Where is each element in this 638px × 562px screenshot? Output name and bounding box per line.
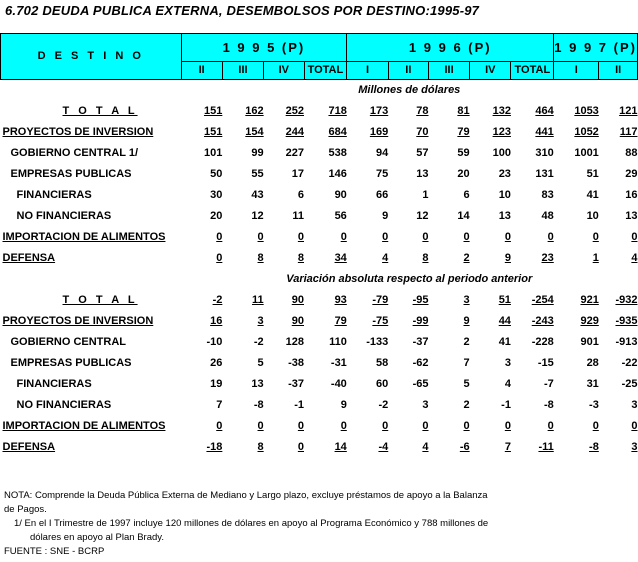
cell-value: 44 bbox=[498, 315, 511, 327]
table-row bbox=[1, 143, 638, 164]
cell-value: 227 bbox=[285, 147, 304, 159]
cell-value: -8 bbox=[253, 399, 264, 411]
table-row bbox=[1, 437, 638, 458]
row-label: PROYECTOS DE INVERSION bbox=[2, 315, 154, 327]
cell-value: 60 bbox=[375, 378, 389, 390]
cell-value: 123 bbox=[492, 126, 511, 138]
cell-value: 684 bbox=[328, 126, 347, 138]
period-header: I bbox=[347, 62, 388, 80]
cell-value: 0 bbox=[216, 231, 223, 243]
note-line: dólares en apoyo al Plan Brady. bbox=[30, 532, 164, 543]
destino-header: D E S T I N O bbox=[1, 34, 182, 80]
cell-value: 0 bbox=[504, 231, 511, 243]
cell-value: -31 bbox=[330, 357, 347, 369]
note-line: 1/ En el I Trimestre de 1997 incluye 120 millones de dólares en apoyo al Programa Económico y 788 millones de bbox=[14, 518, 489, 529]
cell-value: 56 bbox=[334, 210, 347, 222]
year-1995-header: 1 9 9 5 (P) bbox=[181, 34, 347, 62]
cell-value: 0 bbox=[592, 231, 599, 243]
cell-value: 6 bbox=[297, 189, 304, 201]
cell-value: -99 bbox=[412, 315, 429, 327]
period-header: II bbox=[181, 62, 222, 80]
cell-value: 0 bbox=[216, 252, 223, 264]
table-row bbox=[1, 395, 638, 416]
cell-value: 9 bbox=[382, 210, 389, 222]
cell-value: 12 bbox=[251, 210, 264, 222]
cell-value: 50 bbox=[210, 168, 223, 180]
page-title: 6.702 DEUDA PUBLICA EXTERNA, DESEMBOLSOS POR DESTINO:1995-97 bbox=[5, 3, 480, 18]
cell-value: 151 bbox=[203, 105, 223, 117]
cell-value: 9 bbox=[463, 315, 470, 327]
cell-value: 1001 bbox=[574, 147, 599, 159]
row-label: DEFENSA bbox=[2, 441, 56, 453]
row-label: FINANCIERAS bbox=[16, 378, 92, 390]
cell-value: 154 bbox=[245, 126, 264, 138]
cell-value: 11 bbox=[292, 210, 304, 222]
cell-value: 101 bbox=[203, 147, 223, 159]
cell-value: 30 bbox=[210, 189, 223, 201]
row-label: PROYECTOS DE INVERSION bbox=[2, 126, 154, 138]
cell-value: 0 bbox=[297, 441, 304, 453]
cell-value: 55 bbox=[251, 168, 264, 180]
cell-value: -10 bbox=[206, 336, 223, 348]
cell-value: 128 bbox=[285, 336, 304, 348]
cell-value: -22 bbox=[621, 357, 638, 369]
cell-value: -40 bbox=[330, 378, 347, 390]
row-label: DEFENSA bbox=[2, 252, 56, 264]
row-label: NO FINANCIERAS bbox=[16, 399, 112, 411]
cell-value: -62 bbox=[412, 357, 429, 369]
cell-value: -913 bbox=[615, 336, 638, 348]
row-label: GOBIERNO CENTRAL 1/ bbox=[10, 147, 139, 159]
cell-value: 14 bbox=[334, 441, 347, 453]
cell-value: 0 bbox=[297, 231, 304, 243]
cell-value: 3 bbox=[504, 357, 511, 369]
row-label: IMPORTACION DE ALIMENTOS bbox=[2, 231, 166, 243]
table-row bbox=[1, 122, 638, 143]
cell-value: 0 bbox=[631, 231, 638, 243]
cell-value: 66 bbox=[375, 189, 389, 201]
cell-value: 90 bbox=[334, 189, 347, 201]
cell-value: 1052 bbox=[574, 126, 599, 138]
cell-value: 13 bbox=[625, 210, 638, 222]
period-header: II bbox=[388, 62, 428, 80]
row-label: NO FINANCIERAS bbox=[16, 210, 112, 222]
table-row bbox=[1, 164, 638, 185]
row-label: IMPORTACION DE ALIMENTOS bbox=[2, 420, 166, 432]
cell-value: -11 bbox=[538, 441, 554, 453]
cell-value: 13 bbox=[251, 378, 264, 390]
table-row bbox=[1, 311, 638, 332]
footnotes bbox=[4, 489, 488, 559]
cell-value: 13 bbox=[498, 210, 511, 222]
cell-value: 10 bbox=[498, 189, 511, 201]
cell-value: -37 bbox=[288, 378, 304, 390]
cell-value: 441 bbox=[535, 126, 554, 138]
cell-value: -65 bbox=[412, 378, 429, 390]
cell-value: 1 bbox=[592, 252, 599, 264]
cell-value: 23 bbox=[541, 252, 554, 264]
cell-value: 3 bbox=[422, 399, 429, 411]
cell-value: -38 bbox=[288, 357, 304, 369]
cell-value: -79 bbox=[372, 294, 389, 306]
cell-value: 23 bbox=[498, 168, 511, 180]
cell-value: 34 bbox=[334, 252, 347, 264]
cell-value: 8 bbox=[297, 252, 304, 264]
source-line: FUENTE : SNE - BCRP bbox=[4, 546, 105, 557]
cell-value: -2 bbox=[378, 399, 389, 411]
cell-value: -243 bbox=[531, 315, 554, 327]
period-header: II bbox=[599, 62, 638, 80]
cell-value: 310 bbox=[535, 147, 554, 159]
cell-value: 718 bbox=[328, 105, 347, 117]
cell-value: 0 bbox=[463, 420, 470, 432]
cell-value: 6 bbox=[463, 189, 470, 201]
cell-value: -3 bbox=[589, 399, 599, 411]
cell-value: 131 bbox=[535, 168, 554, 180]
cell-value: 0 bbox=[257, 420, 264, 432]
cell-value: 0 bbox=[340, 420, 347, 432]
cell-value: -7 bbox=[543, 378, 554, 390]
table-row bbox=[1, 101, 638, 122]
cell-value: 0 bbox=[382, 420, 389, 432]
table-row bbox=[1, 374, 638, 395]
cell-value: 79 bbox=[334, 315, 347, 327]
cell-value: -935 bbox=[615, 315, 638, 327]
cell-value: 2 bbox=[463, 252, 470, 264]
cell-value: 7 bbox=[216, 399, 223, 411]
cell-value: 29 bbox=[625, 168, 638, 180]
cell-value: 0 bbox=[547, 420, 554, 432]
cell-value: 81 bbox=[457, 105, 470, 117]
cell-value: 244 bbox=[285, 126, 304, 138]
cell-value: 132 bbox=[492, 105, 511, 117]
period-header: TOTAL bbox=[511, 62, 554, 80]
cell-value: 90 bbox=[291, 315, 304, 327]
cell-value: 151 bbox=[203, 126, 223, 138]
cell-value: 538 bbox=[328, 147, 347, 159]
cell-value: 100 bbox=[492, 147, 511, 159]
table-row bbox=[1, 206, 638, 227]
cell-value: 19 bbox=[210, 378, 223, 390]
table-row bbox=[1, 416, 638, 437]
table-row bbox=[1, 248, 638, 269]
cell-value: 16 bbox=[210, 315, 223, 327]
cell-value: 48 bbox=[541, 210, 554, 222]
cell-value: 901 bbox=[580, 336, 599, 348]
period-header: TOTAL bbox=[304, 62, 347, 80]
cell-value: 41 bbox=[586, 189, 599, 201]
cell-value: -133 bbox=[366, 336, 389, 348]
cell-value: -4 bbox=[378, 441, 389, 453]
cell-value: 7 bbox=[504, 441, 511, 453]
cell-value: 99 bbox=[251, 147, 264, 159]
cell-value: 51 bbox=[498, 294, 511, 306]
cell-value: 5 bbox=[463, 378, 470, 390]
cell-value: 921 bbox=[580, 294, 599, 306]
cell-value: 0 bbox=[257, 231, 264, 243]
cell-value: -228 bbox=[531, 336, 554, 348]
cell-value: 16 bbox=[625, 189, 638, 201]
cell-value: 3 bbox=[631, 441, 638, 453]
cell-value: 4 bbox=[422, 441, 429, 453]
cell-value: 90 bbox=[291, 294, 304, 306]
row-label: T O T A L bbox=[62, 105, 138, 117]
cell-value: 0 bbox=[422, 231, 429, 243]
cell-value: 464 bbox=[535, 105, 554, 117]
year-1997-header: 1 9 9 7 (P) bbox=[554, 34, 638, 62]
cell-value: 110 bbox=[329, 336, 347, 348]
cell-value: 26 bbox=[210, 357, 223, 369]
cell-value: 41 bbox=[498, 336, 511, 348]
cell-value: -37 bbox=[412, 336, 429, 348]
table-row bbox=[1, 353, 638, 374]
cell-value: 12 bbox=[416, 210, 429, 222]
cell-value: 8 bbox=[422, 252, 429, 264]
cell-value: 79 bbox=[457, 126, 470, 138]
section-title: Millones de dólares bbox=[358, 84, 461, 96]
table-row bbox=[1, 332, 638, 353]
cell-value: 94 bbox=[375, 147, 389, 159]
cell-value: 0 bbox=[631, 420, 638, 432]
data-table bbox=[0, 33, 638, 458]
cell-value: 0 bbox=[382, 231, 389, 243]
cell-value: 0 bbox=[216, 420, 223, 432]
cell-value: 2 bbox=[463, 399, 470, 411]
cell-value: 0 bbox=[297, 420, 304, 432]
cell-value: -254 bbox=[531, 294, 554, 306]
cell-value: 4 bbox=[382, 252, 389, 264]
cell-value: 70 bbox=[416, 126, 429, 138]
period-header: I bbox=[554, 62, 599, 80]
cell-value: 146 bbox=[328, 168, 347, 180]
cell-value: 31 bbox=[586, 378, 599, 390]
cell-value: 7 bbox=[463, 357, 470, 369]
cell-value: 11 bbox=[252, 294, 264, 306]
row-label: GOBIERNO CENTRAL bbox=[10, 336, 126, 348]
cell-value: 2 bbox=[463, 336, 470, 348]
cell-value: 17 bbox=[291, 168, 304, 180]
period-header: III bbox=[222, 62, 263, 80]
period-header: III bbox=[429, 62, 470, 80]
row-label: EMPRESAS PUBLICAS bbox=[10, 357, 132, 369]
cell-value: 51 bbox=[586, 168, 599, 180]
cell-value: 0 bbox=[422, 420, 429, 432]
table-row bbox=[1, 227, 638, 248]
cell-value: 8 bbox=[257, 441, 264, 453]
cell-value: -8 bbox=[543, 399, 554, 411]
cell-value: 0 bbox=[504, 420, 511, 432]
cell-value: 0 bbox=[463, 231, 470, 243]
note-line: NOTA: Comprende la Deuda Pública Externa de Mediano y Largo plazo, excluye préstamos de apoyo a la Balanza bbox=[4, 490, 488, 501]
cell-value: 162 bbox=[245, 105, 264, 117]
cell-value: 4 bbox=[504, 378, 511, 390]
cell-value: 173 bbox=[369, 105, 389, 117]
cell-value: -2 bbox=[253, 336, 264, 348]
cell-value: -95 bbox=[412, 294, 429, 306]
cell-value: -1 bbox=[501, 399, 511, 411]
cell-value: 10 bbox=[586, 210, 599, 222]
cell-value: 28 bbox=[586, 357, 599, 369]
cell-value: -75 bbox=[372, 315, 389, 327]
cell-value: 3 bbox=[257, 315, 264, 327]
cell-value: 117 bbox=[619, 126, 638, 138]
cell-value: 20 bbox=[457, 168, 470, 180]
cell-value: 0 bbox=[547, 231, 554, 243]
cell-value: -18 bbox=[206, 441, 223, 453]
cell-value: 83 bbox=[541, 189, 554, 201]
cell-value: 252 bbox=[285, 105, 304, 117]
cell-value: 3 bbox=[631, 399, 638, 411]
cell-value: 0 bbox=[340, 231, 347, 243]
cell-value: 9 bbox=[340, 399, 347, 411]
cell-value: 78 bbox=[416, 105, 429, 117]
period-header: IV bbox=[470, 62, 511, 80]
cell-value: 43 bbox=[251, 189, 264, 201]
cell-value: 1 bbox=[422, 189, 429, 201]
cell-value: -932 bbox=[615, 294, 638, 306]
cell-value: 93 bbox=[334, 294, 347, 306]
table-row bbox=[1, 185, 638, 206]
cell-value: -2 bbox=[212, 294, 223, 306]
cell-value: 57 bbox=[416, 147, 429, 159]
cell-value: 3 bbox=[463, 294, 470, 306]
cell-value: 58 bbox=[375, 357, 389, 369]
cell-value: 59 bbox=[457, 147, 470, 159]
cell-value: 8 bbox=[257, 252, 264, 264]
row-label: EMPRESAS PUBLICAS bbox=[10, 168, 132, 180]
row-label: FINANCIERAS bbox=[16, 189, 92, 201]
cell-value: 14 bbox=[457, 210, 470, 222]
cell-value: -1 bbox=[294, 399, 304, 411]
cell-value: 5 bbox=[257, 357, 264, 369]
cell-value: -8 bbox=[589, 441, 599, 453]
cell-value: -15 bbox=[537, 357, 554, 369]
table-row bbox=[1, 290, 638, 311]
cell-value: 9 bbox=[504, 252, 511, 264]
cell-value: -25 bbox=[621, 378, 638, 390]
cell-value: 88 bbox=[625, 147, 638, 159]
row-label: T O T A L bbox=[62, 294, 138, 306]
cell-value: 1053 bbox=[574, 105, 599, 117]
cell-value: 13 bbox=[416, 168, 429, 180]
section-title: Variación absoluta respecto al periodo anterior bbox=[286, 273, 533, 285]
period-header: IV bbox=[264, 62, 304, 80]
note-line: de Pagos. bbox=[4, 504, 47, 515]
cell-value: -6 bbox=[459, 441, 470, 453]
cell-value: 121 bbox=[619, 105, 638, 117]
year-1996-header: 1 9 9 6 (P) bbox=[347, 34, 554, 62]
cell-value: 20 bbox=[210, 210, 223, 222]
cell-value: 4 bbox=[631, 252, 638, 264]
cell-value: 169 bbox=[369, 126, 389, 138]
cell-value: 929 bbox=[580, 315, 599, 327]
cell-value: 75 bbox=[375, 168, 389, 180]
cell-value: 0 bbox=[592, 420, 599, 432]
